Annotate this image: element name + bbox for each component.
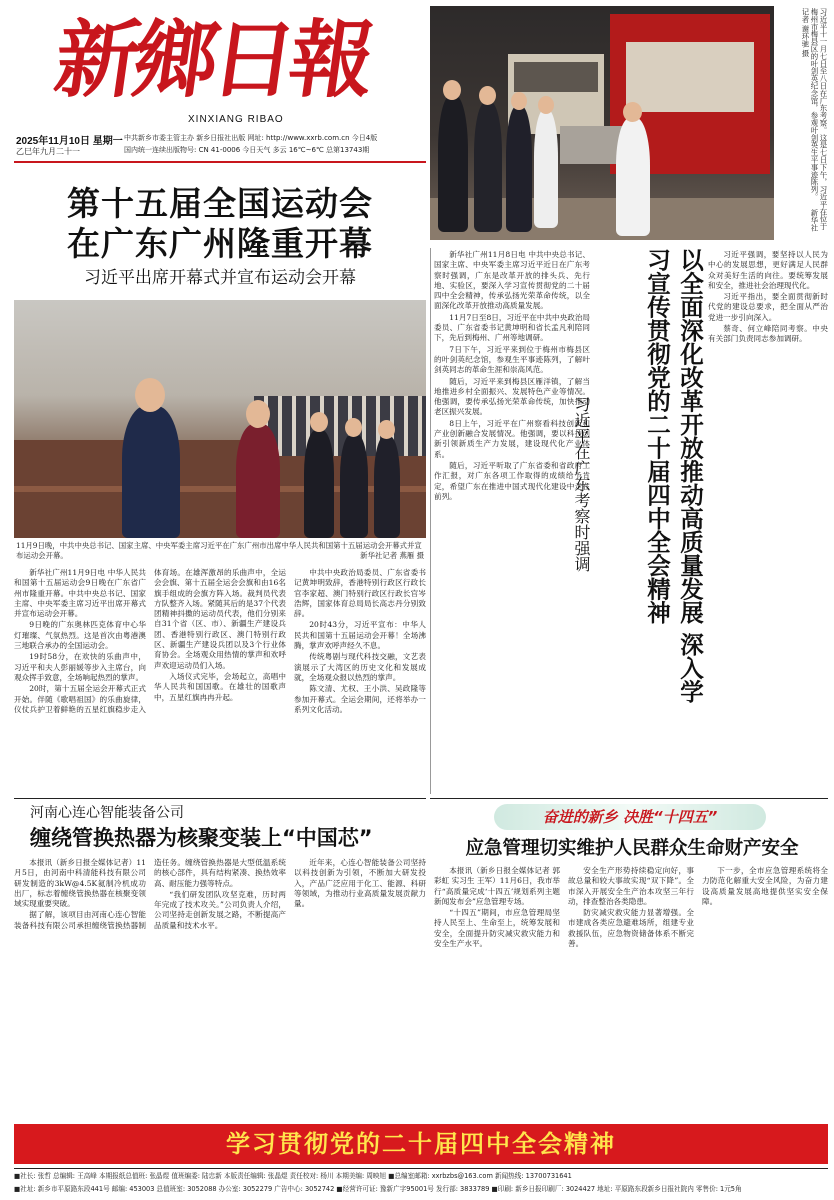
top-photo-caption-text: 习近平十一月七日至八日在广东考察。这是七日下午，习近平在位于梅州市梅县区的叶剑英纪念馆，参观叶剑英生平事迹陈列。 bbox=[810, 8, 828, 230]
left-bottom-paragraph: 本报讯（新乡日报全媒体记者）11月5日，由河南中科清能科技有限公司研发制造的3kW@4.5K氦制冷机成功出厂，标志着缠绕管换热器在核聚变领域实现重要突破。 bbox=[14, 858, 146, 909]
right-title-line2: 深入学习宣传贯彻党的二十届四中全会精神 bbox=[643, 248, 704, 703]
official-head bbox=[310, 412, 328, 432]
left-bottom-paragraph: 近年来，心连心智能装备公司坚持以科技创新为引领，不断加大研发投入，产品广泛应用于化工、能源、科研等领域，为推动行业高质量发展贡献力量。 bbox=[294, 858, 426, 909]
bottom-banner-text: 学习贯彻党的二十届四中全会精神 bbox=[226, 1130, 616, 1158]
visitor-head bbox=[623, 102, 642, 122]
right-paragraph: 8日上午，习近平在广州察看科技创新和产业创新融合发展情况。他强调，要以科技创新引领新质生产力发展，建设现代化产业体系。 bbox=[434, 418, 590, 459]
official-head bbox=[345, 418, 362, 437]
crowd-backdrop bbox=[254, 396, 426, 456]
right-paragraph: 习近平指出，要全面贯彻新时代党的建设总要求，把全面从严治党进一步引向深入。 bbox=[708, 292, 828, 322]
right-title-line1: 以全面深化改革开放推动高质量发展 bbox=[676, 248, 704, 624]
top-photo bbox=[430, 6, 774, 240]
masthead bbox=[12, 8, 426, 176]
date-text: 2025年11月10日 星期一 bbox=[16, 136, 123, 147]
masthead-rule bbox=[14, 161, 426, 163]
lead-paragraph: 入场仪式完毕，会场起立，高唱中华人民共和国国歌。在雄壮的国歌声中，五星红旗冉冉升起。 bbox=[154, 671, 286, 702]
footer-line-1: ■社长: 张哲 总编辑: 王高峰 本期报纸总值班: 张晶煜 值班编委: 陆忠新 本版责任编辑: 张晶煜 责任校对: 杨川 本期美编: 周映旭 ■总编室邮箱: xxrbzbs@163.com 新闻热线: 13700731641 bbox=[14, 1172, 572, 1180]
left-bottom-body bbox=[14, 858, 426, 1120]
exhibit-panel-photos bbox=[514, 62, 598, 92]
right-subtitle bbox=[568, 396, 592, 636]
masthead-lunar: 乙巳年九月二十一 bbox=[16, 147, 80, 156]
official-figure bbox=[374, 436, 400, 538]
footer-line-2: ■社址: 新乡市平原路东段441号 邮编: 453003 总值班室: 3052088 办公室: 3052279 广告中心: 3052742 ■经营许可证: 豫新广字95001号 发行部: 3833789 ■印刷: 新乡日报印刷厂: 3024427 地址: 平原路东段新乡日报社院内 零售价: 1元5角 bbox=[14, 1185, 742, 1193]
lead-body bbox=[14, 568, 426, 792]
left-bottom-paragraph: “我们研发团队攻坚克难，历时两年完成了技术攻关。”公司负责人介绍，公司坚持走创新发展之路，不断提高产品质量和技术水平。 bbox=[154, 889, 286, 930]
top-photo-caption bbox=[776, 8, 828, 236]
visitor-head bbox=[511, 92, 527, 110]
top-photo-credit: 新华社记者 谢环驰 摄 bbox=[801, 8, 819, 231]
slogan-banner bbox=[494, 804, 766, 830]
lead-paragraph: 20时，第十五届全运会开幕式正式开始。伴随《歌唱祖国》的乐曲旋律，仪仗兵护卫着鲜艳的五星红旗稳步走入体育场。在雄浑激昂的乐曲声中，全运会会旗、第十五届全运会会旗和由16名旗手组成的会旗方阵入场。裁判员代表方队整齐入场。紧随其后的是37个代表团精神抖擞的运动员代表，他们分别来自31个省（区、市）、新疆生产建设兵团、香港特别行政区、澳门特别行政区、新疆生产建设兵团以及3个行业体育协会。全场观众用热情的掌声和欢呼声欢迎运动员们入场。 bbox=[14, 568, 286, 714]
right-paragraph: 新华社广州11月8日电 中共中央总书记、国家主席、中央军委主席习近平近日在广东考察时强调，广东是改革开放的排头兵、先行地、实验区，要深入学习宣传贯彻党的二十届四中全会精神，传承弘扬光荣革命传统，以全面深化改革开放推动高质量发展。 bbox=[434, 250, 590, 311]
president-head bbox=[135, 378, 165, 412]
right-subtitle-text: 习近平在广东考察时强调 bbox=[572, 396, 591, 572]
right-paragraph: 蔡奇、何立峰陪同考察。中央有关部门负责同志参加调研。 bbox=[708, 324, 828, 344]
right-headline bbox=[594, 248, 706, 720]
right-paragraph: 习近平强调，要坚持以人民为中心的发展思想，更好满足人民群众对美好生活的向往。要统筹发展和安全，推进社会治理现代化。 bbox=[708, 250, 828, 290]
lead-paragraph: 新华社广州11月9日电 中华人民共和国第十五届运动会9日晚在广东省广州市隆重开幕。中共中央总书记、国家主席、中央军委主席习近平出席开幕式并宣布运动会开幕。 bbox=[14, 568, 146, 619]
right-bottom-paragraph: 下一步，全市应急管理系统将全力防范化解重大安全风险，为奋力建设高质量发展高地提供坚实安全保障。 bbox=[702, 866, 828, 906]
lead-photo-caption bbox=[16, 541, 424, 561]
lead-paragraph: 传统粤剧与现代科技交融，文艺表演展示了大湾区的历史文化和发展成就，全场观众报以热烈的掌声。 bbox=[294, 652, 426, 682]
right-body-right bbox=[708, 250, 828, 790]
right-bottom-paragraph: 防灾减灾救灾能力显著增强。全市建成各类应急避难场所，组建专业救援队伍，应急物资储备体系不断完善。 bbox=[568, 908, 694, 949]
spouse-head bbox=[246, 400, 270, 428]
masthead-info-1: 中共新乡市委主管主办 新乡日报社出版 网址: http://www.xxrb.com.cn 今日4版 bbox=[124, 134, 378, 142]
left-bottom-kicker: 河南心连心智能装备公司 bbox=[30, 805, 184, 821]
right-bottom-paragraph: “十四五”期间，市应急管理局坚持人民至上、生命至上，统筹发展和安全，全面提升防灾减灾救灾能力和安全生产水平。 bbox=[434, 908, 560, 949]
lead-paragraph: 陈文清、尤权、王小洪、吴政隆等参加开幕式。全运会期间，还将举办一系列文化活动。 bbox=[294, 684, 426, 714]
left-bottom-title: 缠绕管换热器为核聚变装上“中国芯” bbox=[30, 826, 373, 850]
slogan-text: 奋进的新乡 决胜“十四五” bbox=[542, 808, 718, 826]
lead-title-line2: 在广东广州隆重开幕 bbox=[67, 224, 373, 263]
visitor-head bbox=[538, 96, 554, 114]
lead-subtitle: 习近平出席开幕式并宣布运动会开幕 bbox=[84, 268, 356, 288]
section-rule bbox=[430, 798, 828, 799]
visitor-figure bbox=[534, 110, 558, 228]
bottom-banner bbox=[14, 1124, 828, 1164]
lead-photo bbox=[14, 300, 426, 538]
masthead-logo: 新鄉日報 bbox=[49, 10, 376, 109]
right-bottom-paragraph: 本报讯（新乡日报全媒体记者 郭彩虹 实习生 王军）11月6日，我市举行“高质量完成‘十四五’规划系列主题新闻发布会”应急管理专场。 bbox=[434, 866, 560, 906]
lead-paragraph: 19时58分，在欢快的乐曲声中，习近平和夫人彭丽媛等步入主席台，向观众挥手致意，全场响起热烈的掌声。 bbox=[14, 652, 146, 682]
official-figure bbox=[340, 434, 368, 538]
footer-rule bbox=[14, 1168, 828, 1169]
exhibit-wall-panel bbox=[626, 42, 754, 112]
official-figure bbox=[304, 430, 334, 538]
right-bottom-body bbox=[434, 866, 828, 1120]
right-bottom-paragraph: 安全生产形势持续稳定向好，事故总量和较大事故实现“双下降”。全市深入开展安全生产治本攻坚三年行动，排查整治各类隐患。 bbox=[568, 866, 694, 906]
visitor-head bbox=[443, 80, 461, 100]
official-head bbox=[378, 420, 395, 439]
section-rule bbox=[14, 798, 426, 799]
lead-photo-credit: 新华社记者 燕雁 摄 bbox=[360, 551, 424, 560]
lead-paragraph: 9日晚的广东奥林匹克体育中心华灯璀璨、气氛热烈。这是首次由粤港澳三地联合承办的全国运动会。 bbox=[14, 620, 146, 651]
spouse-figure bbox=[236, 424, 280, 538]
lead-title-line1: 第十五届全国运动会 bbox=[67, 184, 373, 223]
masthead-pinyin: XINXIANG RIBAO bbox=[188, 114, 284, 125]
column-divider bbox=[430, 248, 431, 794]
lead-paragraph: 中共中央政治局委员、广东省委书记黄坤明致辞，香港特别行政区行政长官李家超、澳门特别行政区行政长官岑浩辉，国家体育总局局长高志丹分别致辞。 bbox=[294, 568, 426, 619]
right-bottom-title: 应急管理切实维护人民群众生命财产安全 bbox=[465, 838, 799, 859]
right-body-left bbox=[434, 250, 590, 796]
president-figure bbox=[122, 406, 180, 538]
lead-headline bbox=[14, 184, 426, 290]
right-paragraph: 11月7日至8日，习近平在中共中央政治局委员、广东省委书记黄坤明和省长孟凡利陪同下，先后到梅州、广州等地调研。 bbox=[434, 312, 590, 343]
visitor-figure bbox=[474, 102, 502, 232]
right-paragraph: 随后，习近平来到梅县区雁洋镇，了解当地推进乡村全面振兴、发展特色产业等情况。他强调，要传承弘扬光荣革命传统，加快推动老区振兴发展。 bbox=[434, 376, 590, 417]
visitor-figure bbox=[616, 118, 650, 236]
right-paragraph: 7日下午，习近平来到位于梅州市梅县区的叶剑英纪念馆，参观生平事迹陈列，了解叶剑英同志的革命生涯和崇高风范。 bbox=[434, 344, 590, 375]
masthead-info-2: 国内统一连续出版物号: CN 41-0006 今日天气 多云 16℃~6℃ 总第13743期 bbox=[124, 146, 370, 154]
left-bottom-paragraph: 据了解，该项目由河南心连心智能装备科技有限公司承担缠绕管换热器制造任务。缠绕管换热器是大型低温系统的核心部件，具有结构紧凑、换热效率高、耐压能力强等特点。 bbox=[14, 858, 286, 930]
right-paragraph: 随后，习近平听取了广东省委和省政府工作汇报，对广东各项工作取得的成绩给予肯定，希望广东在推进中国式现代化建设中走在前列。 bbox=[434, 460, 590, 501]
masthead-date bbox=[16, 132, 123, 147]
visitor-head bbox=[479, 86, 496, 105]
lead-photo-caption-text: 11月9日晚，中共中央总书记、国家主席、中央军委主席习近平在广东广州市出席中华人民共和国第十五届运动会开幕式并宣布运动会开幕。 bbox=[16, 541, 422, 560]
visitor-figure bbox=[506, 106, 532, 232]
lead-paragraph: 20时43分，习近平宣布：中华人民共和国第十五届运动会开幕！全场沸腾，掌声欢呼声经久不息。 bbox=[294, 620, 426, 651]
visitor-figure bbox=[438, 96, 468, 232]
